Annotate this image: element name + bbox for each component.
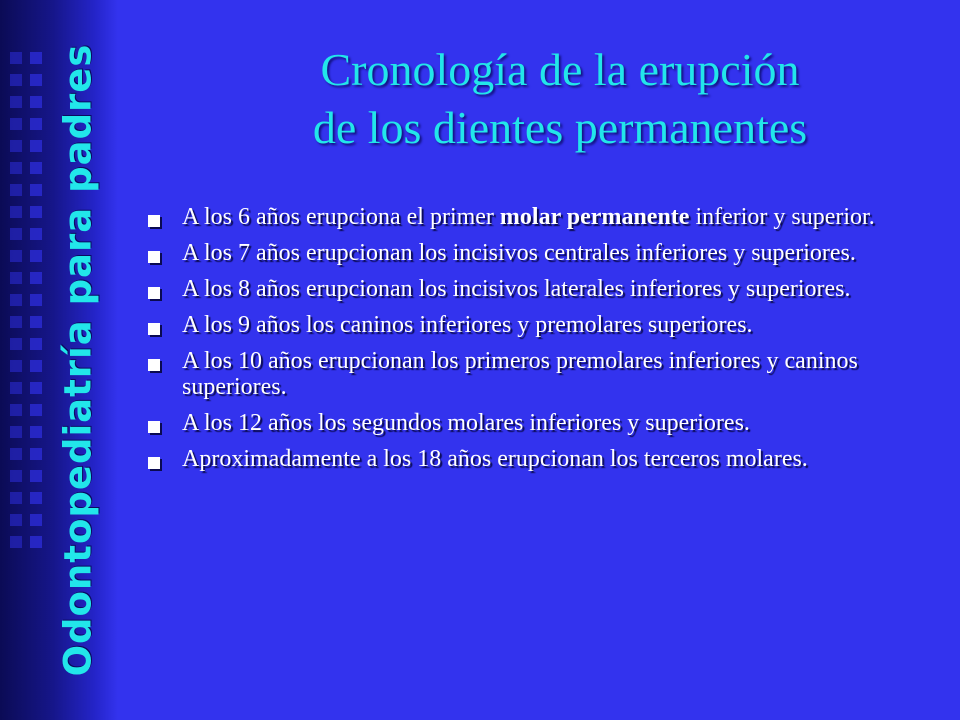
decorative-square xyxy=(30,426,42,438)
square-bullet-icon xyxy=(148,421,160,433)
decorative-square xyxy=(10,492,22,504)
square-bullet-icon xyxy=(148,457,160,469)
slide-title-line-1: Cronología de la erupción xyxy=(320,44,800,95)
decorative-square xyxy=(10,140,22,152)
bullet-text-suffix: inferior y superior. xyxy=(689,204,875,230)
bullet-item xyxy=(148,204,948,230)
decorative-square xyxy=(30,140,42,152)
slide-title xyxy=(160,41,960,157)
square-bullet-icon xyxy=(148,287,160,299)
decorative-square xyxy=(10,272,22,284)
decorative-square xyxy=(10,338,22,350)
decorative-square xyxy=(10,96,22,108)
decorative-squares-right xyxy=(30,52,42,548)
bullet-item xyxy=(148,348,948,400)
bullet-item xyxy=(148,410,948,436)
decorative-square xyxy=(30,294,42,306)
decorative-square xyxy=(10,360,22,372)
decorative-square xyxy=(10,470,22,482)
decorative-square xyxy=(30,360,42,372)
square-bullet-icon xyxy=(148,215,160,227)
decorative-square xyxy=(10,382,22,394)
decorative-square xyxy=(30,338,42,350)
decorative-square xyxy=(10,294,22,306)
decorative-square xyxy=(10,316,22,328)
decorative-square xyxy=(30,470,42,482)
decorative-square xyxy=(10,514,22,526)
decorative-square xyxy=(30,448,42,460)
decorative-square xyxy=(10,52,22,64)
decorative-square xyxy=(30,228,42,240)
bullet-text: A los 9 años los caninos inferiores y premolares superiores. xyxy=(182,312,753,338)
bullet-text xyxy=(182,204,875,230)
decorative-square xyxy=(30,74,42,86)
decorative-square xyxy=(10,426,22,438)
decorative-square xyxy=(10,206,22,218)
square-bullet-icon xyxy=(148,251,160,263)
decorative-square xyxy=(10,118,22,130)
decorative-square xyxy=(30,272,42,284)
bullet-text: A los 8 años erupcionan los incisivos laterales inferiores y superiores. xyxy=(182,276,851,302)
decorative-square xyxy=(30,382,42,394)
decorative-square xyxy=(30,184,42,196)
decorative-square xyxy=(10,404,22,416)
decorative-square xyxy=(30,52,42,64)
bullet-text: A los 12 años los segundos molares inferiores y superiores. xyxy=(182,410,750,436)
bullet-text-bold: molar permanente xyxy=(499,204,690,230)
square-bullet-icon xyxy=(148,359,160,371)
decorative-square xyxy=(30,492,42,504)
bullet-item xyxy=(148,240,948,266)
decorative-square xyxy=(30,96,42,108)
bullet-item xyxy=(148,312,948,338)
square-bullet-icon xyxy=(148,323,160,335)
decorative-square xyxy=(30,162,42,174)
decorative-square xyxy=(10,536,22,548)
slide-title-line-2: de los dientes permanentes xyxy=(312,102,808,153)
decorative-square xyxy=(30,514,42,526)
decorative-square xyxy=(30,536,42,548)
decorative-squares-left xyxy=(10,52,22,548)
decorative-square xyxy=(10,184,22,196)
vertical-sidebar-title: Odontopediatría para padres xyxy=(56,43,100,677)
decorative-square xyxy=(30,404,42,416)
decorative-square xyxy=(30,206,42,218)
bullet-list xyxy=(148,204,948,482)
bullet-text: A los 10 años erupcionan los primeros premolares inferiores y caninos superiores. xyxy=(182,348,858,400)
decorative-square xyxy=(10,74,22,86)
decorative-square xyxy=(30,250,42,262)
decorative-square xyxy=(10,162,22,174)
bullet-text-prefix: A los 6 años erupciona el primer xyxy=(182,204,500,230)
decorative-square xyxy=(10,228,22,240)
decorative-square xyxy=(10,250,22,262)
bullet-text: A los 7 años erupcionan los incisivos centrales inferiores y superiores. xyxy=(182,240,856,266)
decorative-square xyxy=(30,118,42,130)
bullet-item xyxy=(148,446,948,472)
bullet-item xyxy=(148,276,948,302)
bullet-text: Aproximadamente a los 18 años erupcionan los terceros molares. xyxy=(182,446,808,472)
decorative-square xyxy=(30,316,42,328)
decorative-square xyxy=(10,448,22,460)
